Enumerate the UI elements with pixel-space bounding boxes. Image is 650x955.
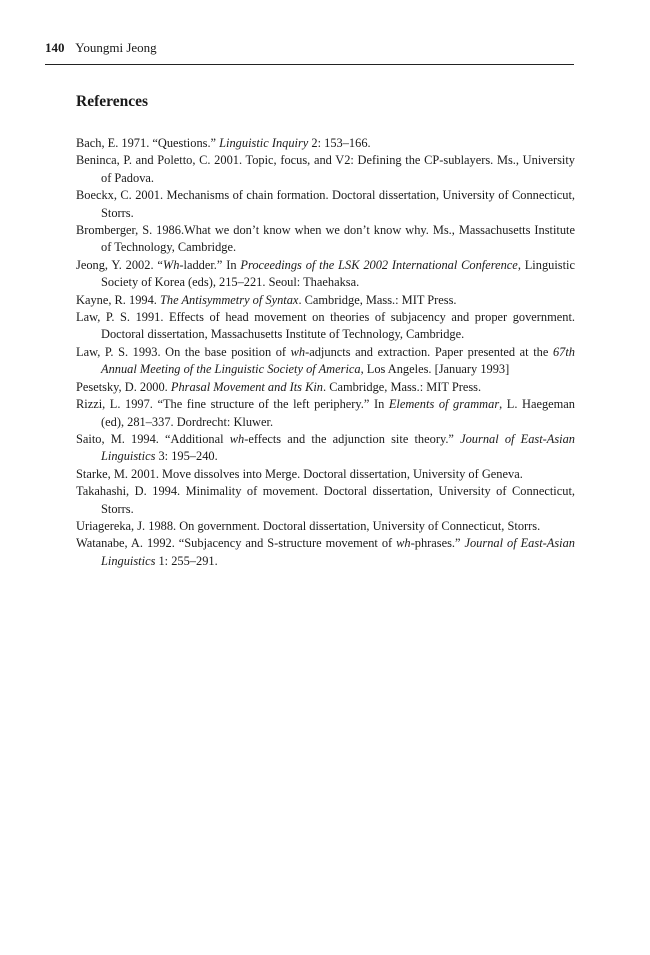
reference-text: Starke, M. 2001. Move dissolves into Merge. Doctoral dissertation, University of Geneva.: [76, 466, 523, 481]
reference-entry: [76, 135, 575, 152]
reference-text: 1: 255–291.: [155, 553, 218, 568]
reference-italic-text: Journal of East-Asian Linguistics: [101, 431, 576, 464]
reference-text: . Cambridge, Mass.: MIT Press.: [323, 379, 482, 394]
running-head: [45, 40, 574, 65]
reference-italic-text: Journal of East-Asian Linguistics: [101, 536, 575, 568]
reference-entry: [76, 535, 575, 570]
reference-entry: [76, 257, 575, 292]
reference-text: , Los Angeles. [January 1993]: [360, 362, 510, 377]
reference-entry: [76, 222, 575, 257]
reference-text: Bach, E. 1971. “Questions.”: [76, 136, 220, 150]
reference-text: Takahashi, D. 1994. Minimality of movement. Doctoral dissertation, University of Connecticut, Storrs.: [76, 484, 575, 516]
reference-text: Bromberger, S. 1986.What we don’t know when we don’t know why. Ms., Massachusetts Institute of Technology, Cambridge.: [76, 223, 575, 255]
reference-italic-text: The Antisymmetry of Syntax: [159, 292, 299, 307]
reference-text: , Linguistic Society of Korea (eds), 215–221. Seoul: Thaehaksa.: [101, 257, 575, 290]
reference-text: Pesetsky, D. 2000.: [76, 379, 171, 394]
reference-text: 2: 153–166.: [308, 136, 371, 150]
reference-text: , L. Haegeman (ed), 281–337. Dordrecht: Kluwer.: [101, 397, 575, 429]
reference-entry: [76, 344, 575, 379]
reference-text: Kayne, R. 1994.: [76, 292, 160, 307]
reference-text: Uriagereka, J. 1988. On government. Doctoral dissertation, University of Connecticut, Storrs.: [76, 518, 541, 533]
reference-entry: [76, 396, 575, 431]
reference-text: Saito, M. 1994. “Additional: [76, 431, 230, 446]
reference-text: Watanabe, A. 1992. “Subjacency and S-structure movement of: [76, 536, 397, 551]
reference-italic-text: Proceedings of the LSK 2002 International Conference: [240, 257, 518, 272]
reference-entry: [76, 292, 575, 309]
page-number: 140: [45, 40, 65, 55]
reference-italic-text: wh: [229, 431, 245, 446]
reference-italic-text: wh: [396, 536, 411, 551]
reference-entry: [76, 152, 575, 187]
reference-text: Beninca, P. and Poletto, C. 2001. Topic, focus, and V2: Defining the CP-sublayers. Ms., University of Padova.: [76, 153, 575, 185]
reference-text: . Cambridge, Mass.: MIT Press.: [298, 292, 457, 307]
reference-italic-text: Elements of grammar: [388, 397, 500, 412]
references-heading: References: [76, 93, 149, 110]
reference-text: Rizzi, L. 1997. “The fine structure of the left periphery.” In: [76, 397, 389, 412]
reference-text: -effects and the adjunction site theory.”: [244, 431, 461, 446]
reference-italic-text: 67th Annual Meeting of the Linguistic Society of America: [101, 344, 575, 377]
reference-entry: [76, 466, 575, 483]
reference-text: Law, P. S. 1993. On the base position of: [76, 344, 291, 359]
reference-entry: [76, 309, 575, 344]
reference-entry: [76, 379, 575, 396]
reference-entry: [76, 483, 575, 518]
reference-entry: [76, 431, 575, 466]
reference-entry: [76, 187, 575, 222]
reference-text: Law, P. S. 1991. Effects of head movement on theories of subjacency and proper government. Doctoral dissertation, Massachusetts Institute of Technology, Cambridge.: [76, 310, 575, 342]
reference-list: [76, 135, 575, 570]
reference-text: -phrases.”: [410, 536, 465, 551]
reference-text: -ladder.” In: [179, 257, 241, 272]
reference-italic-text: wh: [290, 344, 306, 359]
reference-text: -adjuncts and extraction. Paper presented at the: [305, 344, 553, 359]
reference-text: 3: 195–240.: [155, 449, 218, 464]
reference-text: Boeckx, C. 2001. Mechanisms of chain formation. Doctoral dissertation, University of Connecticut, Storrs.: [76, 188, 575, 220]
reference-italic-text: Phrasal Movement and Its Kin: [170, 379, 324, 394]
reference-entry: [76, 518, 575, 535]
running-head-author: Youngmi Jeong: [75, 40, 157, 55]
reference-italic-text: Wh: [162, 257, 180, 272]
reference-italic-text: Linguistic Inquiry: [219, 136, 309, 150]
reference-text: Jeong, Y. 2002. “: [76, 257, 163, 272]
